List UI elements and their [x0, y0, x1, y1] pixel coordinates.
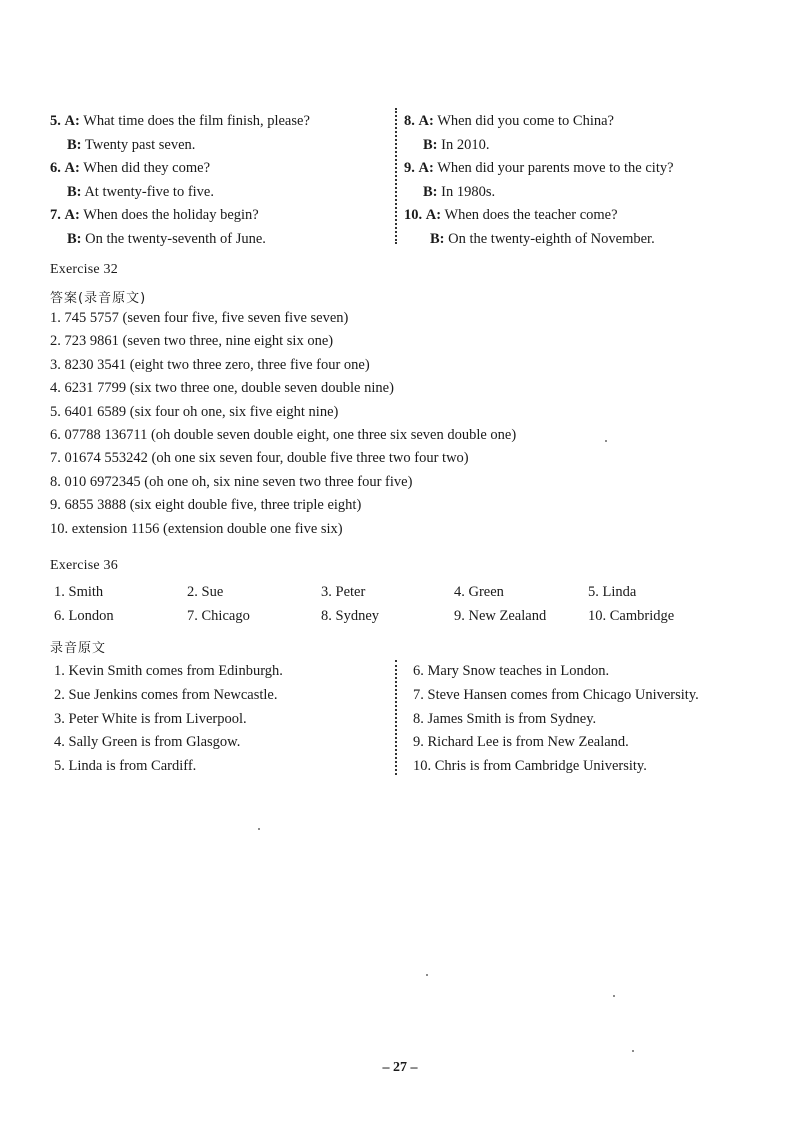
answer-cell: 9. New Zealand	[454, 608, 547, 624]
list-item: 2. Sue Jenkins comes from Newcastle.	[54, 686, 278, 703]
column-divider	[395, 660, 397, 775]
list-item: 6. 07788 136711 (oh double seven double eight, one three six seven double one)	[50, 426, 517, 443]
dialogue-a-line: 8. A: When did you come to China?	[404, 113, 614, 129]
answer-cell: 10. Cambridge	[588, 608, 675, 624]
exercise-36-answers	[54, 580, 754, 628]
answer-cell: 2. Sue	[187, 584, 224, 600]
dialogue-b-line: B: At twenty-five to five.	[67, 183, 214, 200]
scan-speck	[632, 1050, 634, 1052]
list-item: 7. Steve Hansen comes from Chicago University.	[413, 686, 699, 703]
dialogue-a-line: 6. A: When did they come?	[50, 160, 211, 176]
column-divider	[395, 108, 397, 244]
list-item: 4. 6231 7799 (six two three one, double seven double nine)	[50, 380, 394, 397]
scan-speck	[426, 974, 428, 976]
list-item: 3. Peter White is from Liverpool.	[54, 710, 247, 727]
answer-transcript-label: 答案(录音原文)	[50, 291, 147, 306]
answer-row	[54, 580, 754, 604]
exercise-32-title: Exercise 32	[50, 262, 118, 277]
dialogue-b-line: B: In 1980s.	[423, 183, 496, 200]
list-item: 1. Kevin Smith comes from Edinburgh.	[54, 663, 283, 679]
transcript-label: 录音原文	[50, 641, 107, 656]
dialogue-a-line: 10. A: When does the teacher come?	[404, 207, 618, 223]
answer-row	[54, 604, 754, 628]
page-number: – 27 –	[382, 1060, 418, 1075]
dialogue-b-line: B: Twenty past seven.	[67, 136, 196, 153]
dialogue-b-line: B: On the twenty-eighth of November.	[430, 230, 655, 247]
answer-cell: 7. Chicago	[187, 608, 250, 624]
answer-cell: 6. London	[54, 608, 114, 624]
answer-cell: 4. Green	[454, 584, 504, 600]
transcript-column-left	[54, 660, 283, 779]
dialogue-b-line: B: On the twenty-seventh of June.	[67, 230, 266, 247]
list-item: 1. 745 5757 (seven four five, five seven five seven)	[50, 310, 349, 326]
scan-speck	[258, 828, 260, 830]
answer-cell: 3. Peter	[321, 584, 366, 600]
list-item: 7. 01674 553242 (oh one six seven four, double five three two four two)	[50, 450, 469, 467]
list-item: 9. Richard Lee is from New Zealand.	[413, 734, 629, 751]
list-item: 5. 6401 6589 (six four oh one, six five eight nine)	[50, 403, 339, 420]
list-item: 3. 8230 3541 (eight two three zero, three five four one)	[50, 356, 370, 373]
exercise-36-title: Exercise 36	[50, 558, 118, 573]
list-item: 8. James Smith is from Sydney.	[413, 710, 597, 727]
dialogue-a-line: 7. A: When does the holiday begin?	[50, 207, 259, 223]
answer-cell: 1. Smith	[54, 584, 104, 600]
dialogue-a-line: 9. A: When did your parents move to the city?	[404, 160, 674, 176]
list-item: 6. Mary Snow teaches in London.	[413, 663, 610, 679]
dialogue-column-left	[50, 110, 385, 251]
list-item: 10. extension 1156 (extension double one five six)	[50, 520, 343, 537]
list-item: 4. Sally Green is from Glasgow.	[54, 734, 241, 751]
dialogue-column-right	[404, 110, 764, 251]
list-item: 8. 010 6972345 (oh one oh, six nine seven two three four five)	[50, 473, 413, 490]
scan-speck	[605, 440, 607, 442]
answer-cell: 5. Linda	[588, 584, 637, 600]
list-item: 5. Linda is from Cardiff.	[54, 758, 197, 775]
transcript-column-right	[413, 660, 699, 779]
list-item: 10. Chris is from Cambridge University.	[413, 758, 647, 775]
dialogue-a-line: 5. A: What time does the film finish, please?	[50, 113, 310, 129]
answer-cell: 8. Sydney	[321, 608, 379, 624]
list-item: 2. 723 9861 (seven two three, nine eight six one)	[50, 333, 334, 350]
list-item: 9. 6855 3888 (six eight double five, three triple eight)	[50, 497, 362, 514]
exercise-32-list	[50, 307, 516, 541]
dialogue-b-line: B: In 2010.	[423, 136, 490, 153]
scan-speck	[613, 995, 615, 997]
